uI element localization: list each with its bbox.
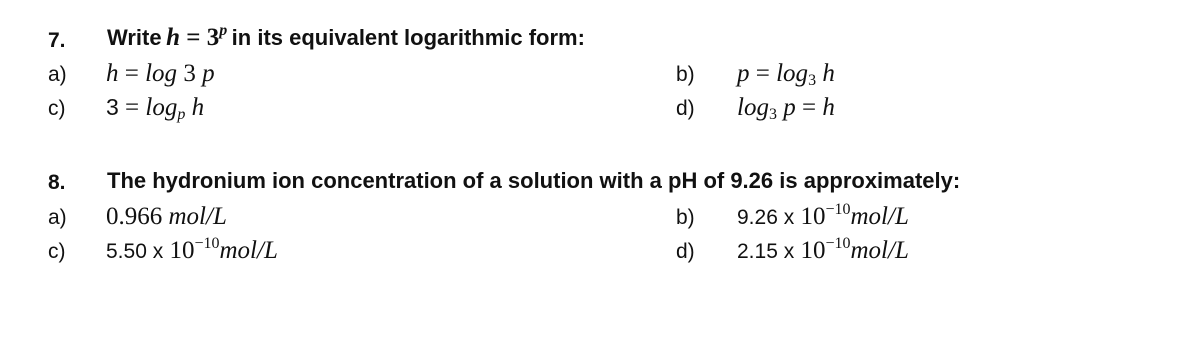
question-7-prompt-prefix: Write	[107, 25, 162, 50]
q8-option-d-expression: 2.15 x $10^{-10}mol/L$	[737, 235, 909, 264]
q7-option-b-expression: $p = \log_3 h$	[737, 60, 835, 89]
q8-option-b-label: b)	[676, 206, 695, 229]
question-8-number: 8.	[48, 171, 66, 194]
q7-option-d-label: d)	[676, 97, 695, 120]
q7-option-d-expression: $\log_3 p = h$	[737, 94, 835, 123]
q8-option-a-label: a)	[48, 206, 67, 229]
q8-option-c-label: c)	[48, 240, 66, 263]
q8-option-c-expression: 5.50 x $10^{-10}mol/L$	[106, 235, 278, 264]
question-8-prompt: The hydronium ion concentration of a solution with a pH of 9.26 is approximately:	[107, 168, 961, 193]
q8-option-a-expression: 0.966 mol/L	[106, 203, 227, 230]
q8-option-d-label: d)	[676, 240, 695, 263]
question-7-prompt	[107, 22, 585, 51]
q7-option-a-label: a)	[48, 63, 67, 86]
q7-option-a-expression: h = log 3 p	[106, 60, 215, 87]
question-7-number: 7.	[48, 29, 66, 52]
question-7-prompt-equation: h = 3$^p$	[166, 22, 228, 51]
q7-option-c-expression: $3 = \log_p h$	[106, 94, 205, 123]
q7-option-c-label: c)	[48, 97, 66, 120]
q7-option-b-label: b)	[676, 63, 695, 86]
q8-option-b-expression: 9.26 x $10^{-10}mol/L$	[737, 201, 909, 230]
question-7-prompt-suffix: in its equivalent logarithmic form:	[231, 25, 585, 50]
